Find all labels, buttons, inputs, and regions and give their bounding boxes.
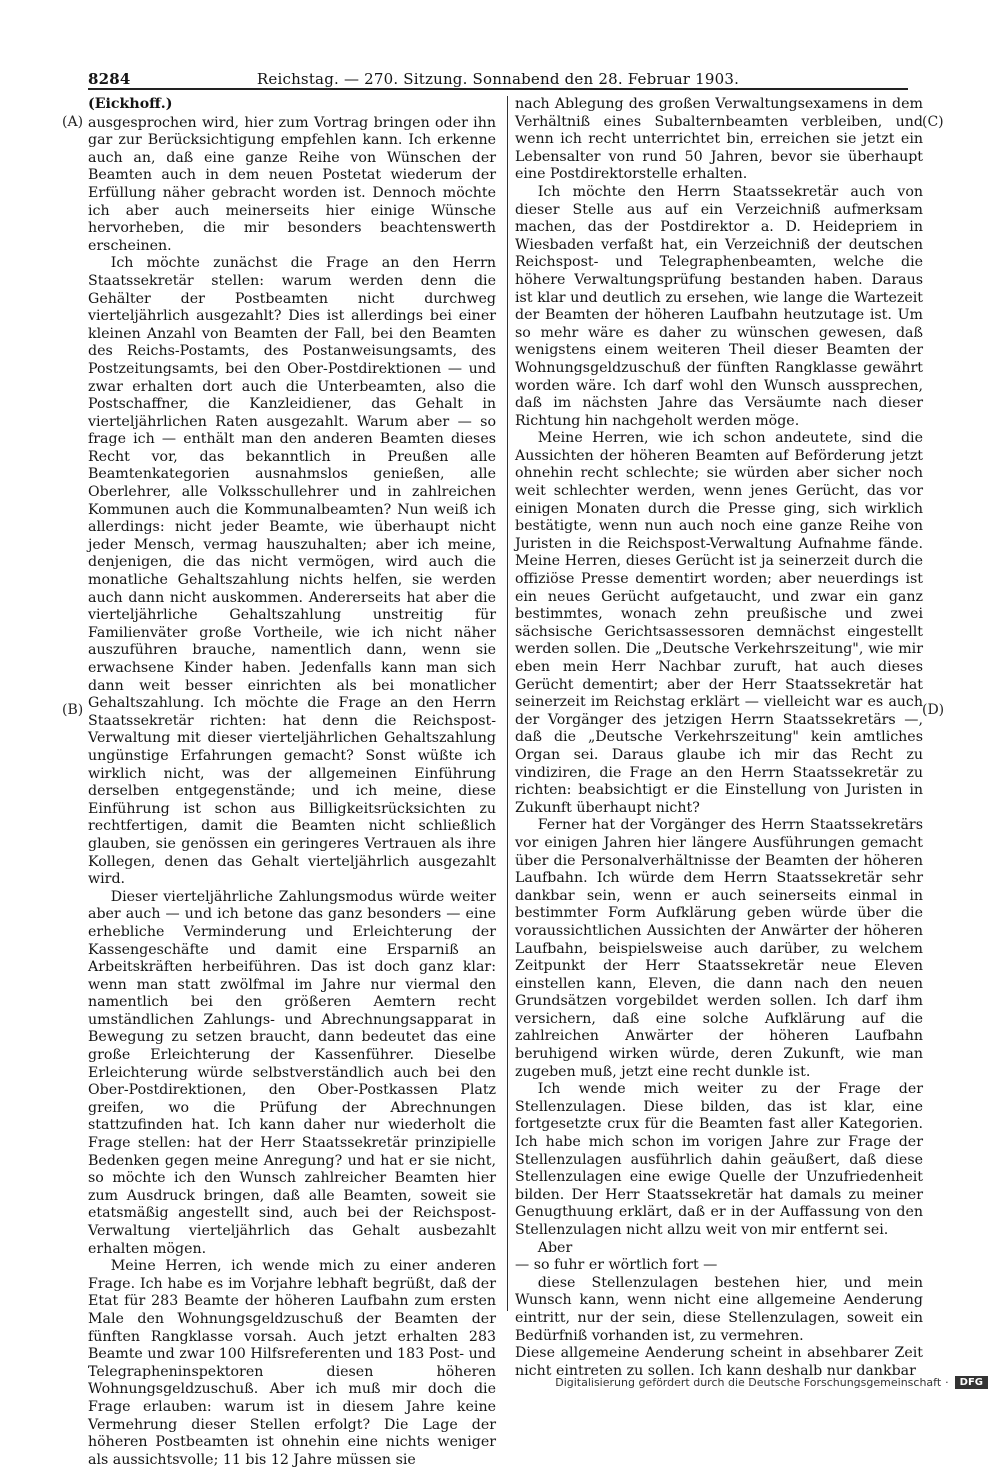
margin-marker-d: (D): [922, 702, 945, 718]
paragraph: Ich wende mich weiter zu der Frage der Stellenzulagen. Diese bilden, das ist klar, eine fortgesetzte crux für die Beamten fast aller Kategorien. Ich habe mich schon im vorigen Jahre zur Frage der Stellenzulagen ausführlich dahin geäußert, daß diese Stellenzulagen eine ewige Quelle der Unzufriedenheit bilden. Der Herr Staatssekretär hat damals zu meiner Genugthuung erklärt, daß er in der Auffassung von den Stellenzulagen nicht allzu weit von mir entfernt sei.: [515, 1081, 923, 1238]
paragraph: Ferner hat der Vorgänger des Herrn Staatssekretärs vor einigen Jahren hier längere Ausführungen gemacht über die Personalverhältnisse der Beamten der höheren Laufbahn. Ich würde dem Herrn Staatssekretär sehr dankbar sein, wenn er auch seinerseits einmal in bestimmter Form Aufklärung geben würde über die voraussichtlichen Aussichten der Anwärter der höheren Laufbahn, beispielsweise auch darüber, zu welchem Zeitpunkt der Herr Staatssekretär neue Eleven einstellen kann, Eleven, die dann nach den neuen Grundsätzen vorgebildet werden sollen. Ich darf ihm versichern, daß eine solche Aufklärung auf die zahlreichen Anwärter der höheren Laufbahn beruhigend wirken würde, deren Zukunft, wie man zugeben muß, jetzt eine recht dunkle ist.: [515, 817, 923, 1080]
paragraph: Ich möchte den Herrn Staatssekretär auch von dieser Stelle aus auf ein Verzeichniß aufmerksam machen, das der Postdirektor a. D. Heidepriem in Wiesbaden verfaßt hat, ein Verzeichniß der deutschen Reichspost- und Telegraphenbeamten, welche die höhere Verwaltungsprüfung bestanden haben. Daraus ist klar und deutlich zu ersehen, wie lange die Wartezeit der Beamten der höheren Laufbahn heutzutage ist. Um so mehr wäre es daher zu wünschen gewesen, daß wenigstens einem weiteren Theil dieser Beamten der Wohnungsgeldzuschuß der fünften Rangklasse gewährt worden wäre. Ich darf wohl den Wunsch aussprechen, daß im nächsten Jahre das Versäumte nach dieser Richtung hin nachgeholt werden möge.: [515, 183, 923, 429]
paragraph: Meine Herren, wie ich schon andeutete, sind die Aussichten der höheren Beamten auf Beförderung jetzt ohnehin recht schlechte; sie würden aber sicher noch weit schlechter werden, wenn jenes Gerücht, das vor einigen Monaten durch die Presse ging, sich wirklich bestätigte, wenn nun auch noch eine ganze Reihe von Juristen in die Reichspost-Verwaltung Aufnahme fände. Meine Herren, dieses Gerücht ist ja seinerzeit durch die offiziöse Presse dementirt worden; aber neuerdings ist ein neues Gerücht aufgetaucht, und zwar ein ganz bestimmtes, wonach zehn preußische und zwei sächsische Gerichtsassessoren demnächst eingestellt werden sollen. Die „Deutsche Verkehrszeitung", wie mir eben mein Herr Nachbar zuruft, hat auch dieses Gerücht dementirt; aber der Herr Staatssekretär hat seinerzeit im Reichstag erklärt — vielleicht war es auch der Vorgänger des jetzigen Herrn Staatssekretärs —, daß die „Deutsche Verkehrszeitung" kein amtliches Organ sei. Daraus glaube ich mir das Recht zu vindiziren, die Frage an den Herrn Staatssekretär zu richten: beabsichtigt er die Einstellung von Juristen in Zukunft überhaupt nicht?: [515, 430, 923, 816]
margin-marker-b: (B): [62, 702, 84, 718]
footer-dot: ·: [945, 1376, 949, 1389]
left-column: [88, 96, 496, 1468]
header-title: Reichstag. — 270. Sitzung. Sonnabend den 28. Februar 1903.: [256, 70, 740, 88]
digitization-footer: [555, 1376, 988, 1389]
footer-credit: Digitalisierung gefördert durch die Deutsche Forschungsgemeinschaft: [555, 1376, 942, 1389]
quotation: diese Stellenzulagen bestehen hier, und mein Wunsch kann, wenn nicht eine allgemeine Aenderung eintritt, nur der sein, diese Stellenzulagen, soweit ein Bedürfniß vorhanden ist, zu vermehren.: [515, 1274, 923, 1344]
speaker-name: (Eickhoff.): [88, 96, 173, 112]
paragraph: Meine Herren, ich wende mich zu einer anderen Frage. Ich habe es im Vorjahre lebhaft begrüßt, daß der Etat für 283 Beamte der höheren Laufbahn zum ersten Male den Wohnungsgeldzuschuß der Beamten der fünften Rangklasse vorsah. Auch jetzt erhalten 283 Beamte und zwar 100 Hilfsreferenten und 183 Post- und Telegrapheninspektoren diesen höheren Wohnungsgeldzuschuß. Aber ich muß mir doch die Frage erlauben: warum ist in diesem Jahre keine Vermehrung dieser Stellen erfolgt? Die Lage der höheren Postbeamten ist ohnehin eine nichts weniger als aussichtsvolle; 11 bis 12 Jahre müssen sie: [88, 1258, 496, 1468]
paragraph: ausgesprochen wird, hier zum Vortrag bringen oder ihn gar zur Berücksichtigung empfehlen kann. Ich erkenne auch an, daß eine ganze Reihe von Wünschen der Beamten auch in dem neuen Postetat wiederum der Erfüllung näher gebracht worden ist. Dennoch möchte ich aber auch meinerseits hier einige Wünsche hervorheben, die mir besonders beachtenswerth erscheinen.: [88, 114, 496, 254]
paragraph: Aber: [537, 1239, 573, 1256]
paragraph: Diese allgemeine Aenderung scheint in absehbarer Zeit nicht eintreten zu sollen. Ich kann deshalb nur dankbar: [515, 1345, 923, 1379]
interjection: — so fuhr er wörtlich fort —: [515, 1257, 718, 1274]
column-divider: [507, 96, 508, 1311]
margin-marker-a: (A): [62, 114, 84, 130]
paragraph: nach Ablegung des großen Verwaltungsexamens in dem Verhältniß eines Subalternbeamten verbleiben, und wenn ich recht unterrichtet bin, erreichen sie jetzt ein Lebensalter von rund 50 Jahren, bevor sie überhaupt eine Postdirektorstelle erhalten.: [515, 96, 923, 183]
paragraph: Dieser vierteljährliche Zahlungsmodus würde weiter aber auch — und ich betone das ganz besonders — eine erhebliche Verminderung und Erleichterung der Kassengeschäfte und damit eine Ersparniß an Arbeitskräften herbeiführen. Das ist doch ganz klar: wenn man statt zwölfmal im Jahre nur viermal den namentlich bei den größeren Aemtern recht umständlichen Zahlungs- und Abrechnungsapparat in Bewegung zu setzen braucht, dann bedeutet das eine große Erleichterung der Kassenführer. Dieselbe Erleichterung würde selbstverständlich auch bei den Ober-Postdirektionen, den Ober-Postkassen Platz greifen, wo die Prüfung der Abrechnungen stattzufinden hat. Ich kann daher nur wiederholt die Frage stellen: hat der Herr Staatssekretär prinzipielle Bedenken gegen meine Anregung? und hat er sie nicht, so möchte ich den Wunsch zahlreicher Beamten hier zum Ausdruck bringen, daß alle Beamten, soweit sie etatsmäßig angestellt sind, auch bei der Reichspost-Verwaltung vierteljährlich das Gehalt ausbezahlt erhalten mögen.: [88, 888, 496, 1257]
page-number: 8284: [88, 70, 131, 88]
right-column: [515, 96, 923, 1379]
margin-marker-c: (C): [922, 114, 944, 130]
dfg-logo-icon: DFG: [955, 1376, 988, 1389]
running-header: [88, 66, 908, 90]
paragraph: Ich möchte zunächst die Frage an den Herrn Staatssekretär stellen: warum werden denn die Gehälter der Postbeamten nicht durchweg vierteljährlich ausgezahlt? Dies ist allerdings bei einer kleinen Anzahl von Beamten der Fall, bei den Beamten des Reichs-Postamts, des Postanweisungsamts, des Postzeitungsamts, bei den Ober-Postdirektionen — und zwar erhalten dort auch die Unterbeamten, also die Postschaffner, die Kanzleidiener, das Gehalt in vierteljährlichen Raten ausgezahlt. Warum aber — so frage ich — enthält man den anderen Beamten dieses Recht vor, das bekanntlich in Preußen alle Beamtenkategorien ausnahmslos genießen, alle Oberlehrer, alle Volksschullehrer und in zahlreichen Kommunen auch die Kommunalbeamten? Nun weiß ich allerdings: nicht jeder Beamte, wie überhaupt nicht jeder Mensch, vermag hauszuhalten; aber ich meine, denjenigen, die das nicht vermögen, wird auch die monatliche Gehaltszahlung nichts helfen, sie werden auch dann nicht auskommen. Andererseits hat aber die vierteljährliche Gehaltszahlung unstreitig für Familienväter große Vortheile, wie ich nicht näher auszuführen brauche, namentlich dann, wenn sie erwachsene Kinder haben. Jedenfalls kann man sich dann weit besser einrichten als bei monatlicher Gehaltszahlung. Ich möchte die Frage an den Herrn Staatssekretär richten: hat denn die Reichspost-Verwaltung mit dieser vierteljährlichen Gehaltszahlung ungünstige Erfahrungen gemacht? Sonst wüßte ich wirklich nicht, was der allgemeinen Einführung derselben entgegenstände; und ich meine, diese Einführung ist schon aus Billigkeitsrücksichten zu rechtfertigen, damit die Beamten nicht schließlich glauben, sie genössen ein geringeres Vertrauen als ihre Kollegen, denen das Gehalt vierteljährlich ausgezahlt wird.: [88, 255, 496, 888]
